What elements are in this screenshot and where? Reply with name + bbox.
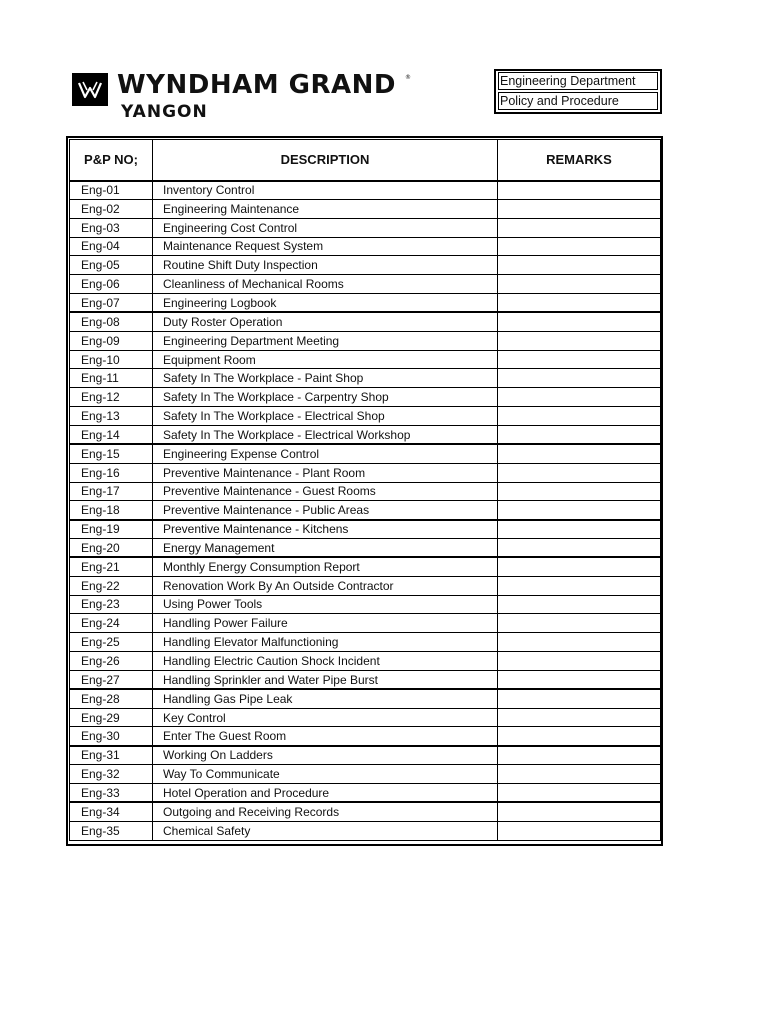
pp-number-cell: Eng-27 <box>70 670 153 689</box>
description-cell: Engineering Logbook <box>153 294 498 313</box>
table-row <box>70 444 661 463</box>
remarks-cell <box>498 218 661 237</box>
pp-number-cell: Eng-28 <box>70 689 153 708</box>
description-cell: Handling Sprinkler and Water Pipe Burst <box>153 670 498 689</box>
table-row <box>70 633 661 652</box>
table-row <box>70 520 661 539</box>
wyndham-grand-logo <box>72 72 412 124</box>
remarks-cell <box>498 369 661 388</box>
pp-number-cell: Eng-11 <box>70 369 153 388</box>
table-row <box>70 501 661 520</box>
pp-number-cell: Eng-22 <box>70 576 153 595</box>
pp-number-cell: Eng-17 <box>70 482 153 501</box>
description-cell: Safety In The Workplace - Electrical Shop <box>153 407 498 426</box>
pp-number-cell: Eng-06 <box>70 275 153 294</box>
remarks-cell <box>498 501 661 520</box>
header-remarks: REMARKS <box>498 140 661 181</box>
table-row <box>70 331 661 350</box>
remarks-cell <box>498 388 661 407</box>
remarks-cell <box>498 350 661 369</box>
description-cell: Routine Shift Duty Inspection <box>153 256 498 275</box>
remarks-cell <box>498 482 661 501</box>
remarks-cell <box>498 463 661 482</box>
pp-number-cell: Eng-33 <box>70 784 153 803</box>
table-row <box>70 595 661 614</box>
description-cell: Handling Gas Pipe Leak <box>153 689 498 708</box>
table-row <box>70 275 661 294</box>
table-row <box>70 689 661 708</box>
description-cell: Outgoing and Receiving Records <box>153 802 498 821</box>
table-row <box>70 802 661 821</box>
table-row <box>70 218 661 237</box>
table-row <box>70 482 661 501</box>
description-cell: Handling Power Failure <box>153 614 498 633</box>
table-row <box>70 765 661 784</box>
pp-number-cell: Eng-30 <box>70 727 153 746</box>
table-row <box>70 821 661 840</box>
pp-number-cell: Eng-32 <box>70 765 153 784</box>
pp-number-cell: Eng-08 <box>70 312 153 331</box>
description-cell: Key Control <box>153 708 498 727</box>
pp-number-cell: Eng-34 <box>70 802 153 821</box>
pp-number-cell: Eng-19 <box>70 520 153 539</box>
wyndham-w-icon <box>72 73 108 106</box>
table-row <box>70 708 661 727</box>
table-row <box>70 388 661 407</box>
header-pp-no: P&P NO; <box>70 140 153 181</box>
table-row <box>70 614 661 633</box>
description-cell: Engineering Maintenance <box>153 199 498 218</box>
table-row <box>70 256 661 275</box>
pp-number-cell: Eng-05 <box>70 256 153 275</box>
pp-number-cell: Eng-15 <box>70 444 153 463</box>
pp-number-cell: Eng-04 <box>70 237 153 256</box>
description-cell: Safety In The Workplace - Carpentry Shop <box>153 388 498 407</box>
remarks-cell <box>498 784 661 803</box>
remarks-cell <box>498 199 661 218</box>
description-cell: Hotel Operation and Procedure <box>153 784 498 803</box>
pp-number-cell: Eng-12 <box>70 388 153 407</box>
description-cell: Chemical Safety <box>153 821 498 840</box>
pp-number-cell: Eng-09 <box>70 331 153 350</box>
table-header-row <box>70 140 661 181</box>
description-cell: Safety In The Workplace - Electrical Workshop <box>153 425 498 444</box>
pp-number-cell: Eng-03 <box>70 218 153 237</box>
description-cell: Engineering Department Meeting <box>153 331 498 350</box>
pp-number-cell: Eng-10 <box>70 350 153 369</box>
description-cell: Cleanliness of Mechanical Rooms <box>153 275 498 294</box>
policy-table-frame <box>66 136 663 846</box>
remarks-cell <box>498 652 661 671</box>
table-row <box>70 539 661 558</box>
document-header-box <box>494 69 662 114</box>
department-label: Engineering Department <box>498 72 658 90</box>
pp-number-cell: Eng-29 <box>70 708 153 727</box>
remarks-cell <box>498 444 661 463</box>
pp-number-cell: Eng-01 <box>70 181 153 200</box>
pp-number-cell: Eng-13 <box>70 407 153 426</box>
pp-number-cell: Eng-24 <box>70 614 153 633</box>
remarks-cell <box>498 312 661 331</box>
remarks-cell <box>498 802 661 821</box>
description-cell: Using Power Tools <box>153 595 498 614</box>
brand-location: YANGON <box>121 102 208 122</box>
pp-number-cell: Eng-02 <box>70 199 153 218</box>
registered-mark: ® <box>405 74 411 81</box>
pp-number-cell: Eng-21 <box>70 557 153 576</box>
remarks-cell <box>498 557 661 576</box>
pp-number-cell: Eng-14 <box>70 425 153 444</box>
policy-table <box>69 139 661 841</box>
remarks-cell <box>498 331 661 350</box>
remarks-cell <box>498 520 661 539</box>
remarks-cell <box>498 765 661 784</box>
description-cell: Handling Electric Caution Shock Incident <box>153 652 498 671</box>
table-row <box>70 312 661 331</box>
description-cell: Preventive Maintenance - Guest Rooms <box>153 482 498 501</box>
remarks-cell <box>498 181 661 200</box>
table-row <box>70 407 661 426</box>
description-cell: Way To Communicate <box>153 765 498 784</box>
remarks-cell <box>498 407 661 426</box>
table-body <box>70 181 661 841</box>
remarks-cell <box>498 821 661 840</box>
description-cell: Preventive Maintenance - Kitchens <box>153 520 498 539</box>
description-cell: Working On Ladders <box>153 746 498 765</box>
remarks-cell <box>498 633 661 652</box>
pp-number-cell: Eng-16 <box>70 463 153 482</box>
description-cell: Engineering Expense Control <box>153 444 498 463</box>
pp-number-cell: Eng-23 <box>70 595 153 614</box>
description-cell: Handling Elevator Malfunctioning <box>153 633 498 652</box>
description-cell: Engineering Cost Control <box>153 218 498 237</box>
remarks-cell <box>498 256 661 275</box>
remarks-cell <box>498 539 661 558</box>
table-row <box>70 237 661 256</box>
description-cell: Energy Management <box>153 539 498 558</box>
pp-number-cell: Eng-20 <box>70 539 153 558</box>
description-cell: Preventive Maintenance - Public Areas <box>153 501 498 520</box>
remarks-cell <box>498 237 661 256</box>
table-row <box>70 727 661 746</box>
table-row <box>70 425 661 444</box>
pp-number-cell: Eng-25 <box>70 633 153 652</box>
remarks-cell <box>498 708 661 727</box>
table-row <box>70 181 661 200</box>
table-row <box>70 784 661 803</box>
remarks-cell <box>498 425 661 444</box>
remarks-cell <box>498 670 661 689</box>
description-cell: Preventive Maintenance - Plant Room <box>153 463 498 482</box>
description-cell: Inventory Control <box>153 181 498 200</box>
description-cell: Equipment Room <box>153 350 498 369</box>
remarks-cell <box>498 614 661 633</box>
pp-number-cell: Eng-26 <box>70 652 153 671</box>
table-row <box>70 670 661 689</box>
remarks-cell <box>498 294 661 313</box>
remarks-cell <box>498 576 661 595</box>
pp-number-cell: Eng-31 <box>70 746 153 765</box>
description-cell: Enter The Guest Room <box>153 727 498 746</box>
description-cell: Maintenance Request System <box>153 237 498 256</box>
description-cell: Renovation Work By An Outside Contractor <box>153 576 498 595</box>
table-row <box>70 369 661 388</box>
document-type-label: Policy and Procedure <box>498 92 658 110</box>
description-cell: Monthly Energy Consumption Report <box>153 557 498 576</box>
description-cell: Duty Roster Operation <box>153 312 498 331</box>
table-row <box>70 746 661 765</box>
table-row <box>70 463 661 482</box>
remarks-cell <box>498 689 661 708</box>
brand-name: WYNDHAM GRAND <box>117 70 396 100</box>
header-description: DESCRIPTION <box>153 140 498 181</box>
remarks-cell <box>498 746 661 765</box>
remarks-cell <box>498 275 661 294</box>
table-row <box>70 350 661 369</box>
table-row <box>70 294 661 313</box>
pp-number-cell: Eng-07 <box>70 294 153 313</box>
table-row <box>70 199 661 218</box>
table-row <box>70 652 661 671</box>
pp-number-cell: Eng-18 <box>70 501 153 520</box>
table-row <box>70 557 661 576</box>
table-row <box>70 576 661 595</box>
pp-number-cell: Eng-35 <box>70 821 153 840</box>
remarks-cell <box>498 727 661 746</box>
remarks-cell <box>498 595 661 614</box>
description-cell: Safety In The Workplace - Paint Shop <box>153 369 498 388</box>
